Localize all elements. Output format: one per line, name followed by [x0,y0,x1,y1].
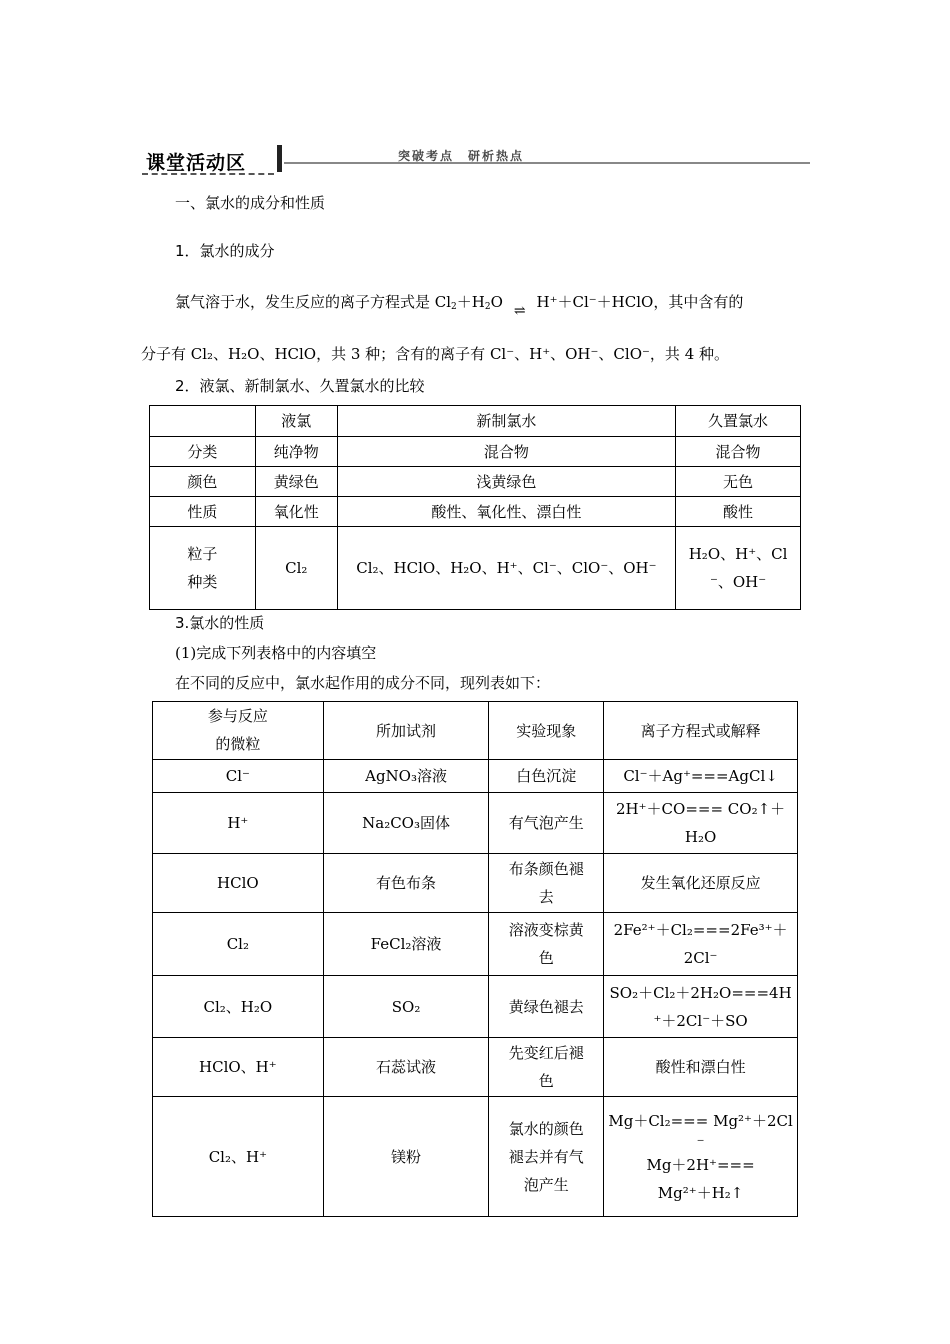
table-cell: 氧化性 [255,497,337,527]
banner-dashed-underline [142,173,274,175]
cell-line: 布条颜色褪 [508,860,584,878]
table-header-fresh: 新制氯水 [337,406,675,437]
cell-line: ⁺＋2Cl⁻＋SO [653,1011,748,1030]
table-cell: Cl₂、H⁺ [153,1097,324,1217]
table-row [153,1038,798,1097]
cell-line: 褪去并有气 [508,1147,584,1166]
table-cell: 酸性和漂白性 [604,1038,798,1097]
instruction-line: (1)完成下列表格中的内容填空 [175,644,377,662]
table-row [150,467,801,497]
table-cell: Na₂CO₃固体 [323,793,489,854]
table-cell: 混合物 [676,437,801,467]
table-cell: 无色 [676,467,801,497]
table-row [153,702,798,760]
reaction-text-start: 氯气溶于水，发生反应的离子方程式是 Cl [175,293,452,311]
table-row [153,854,798,913]
table-cell [489,1097,604,1217]
table-cell: 发生氧化还原反应 [604,854,798,913]
table-cell: FeCl₂溶液 [323,913,489,976]
section-banner-subtitle: 突破考点 研析热点 [398,149,525,163]
table-cell: Cl⁻＋Ag⁺===AgCl↓ [604,760,798,793]
cell-line: 参与反应 [207,707,268,725]
table-row [150,497,801,527]
banner-rule [284,162,810,164]
cell-line: 色 [538,1072,554,1090]
cell-line: 2Cl⁻ [683,949,718,967]
table-cell: HClO [153,854,324,913]
table-cell: 性质 [150,497,256,527]
cell-line: 泡产生 [523,1175,569,1194]
table-header-aged: 久置氯水 [676,406,801,437]
table-cell: 浅黄绿色 [337,467,675,497]
table-cell [150,527,256,610]
table-cell [489,854,604,913]
table-cell: Cl⁻ [153,760,324,793]
table-cell: 白色沉淀 [489,760,604,793]
table-cell: 黄绿色 [255,467,337,497]
table-header-phenomenon: 实验现象 [489,702,604,760]
table-cell: 有气泡产生 [489,793,604,854]
cell-line: 先变红后褪 [508,1044,584,1062]
table-cell: 有色布条 [323,854,489,913]
table-cell: 酸性、氧化性、漂白性 [337,497,675,527]
cell-line: Mg²⁺＋H₂↑ [657,1183,744,1202]
cell-line: Mg＋2H⁺=== [646,1155,755,1174]
banner-divider-bar [277,145,282,172]
section-banner-title: 课堂活动区 [146,152,247,174]
cell-line: 去 [538,888,554,906]
table-row [153,760,798,793]
cell-line: H₂O、H⁺、Cl [688,545,788,563]
intro-line: 在不同的反应中，氯水起作用的成分不同，现列表如下： [175,674,551,692]
paragraph-species: 分子有 Cl₂、H₂O、HClO，共 3 种；含有的离子有 Cl⁻、H⁺、OH⁻、ClO⁻，共 4 种。 [141,345,730,363]
cell-line: 的微粒 [215,735,261,753]
table-row [150,437,801,467]
table-cell [153,702,324,760]
section-heading-1: 一、氯水的成分和性质 [175,194,326,212]
cell-line: ⁻ [696,1133,705,1152]
table-cell: 酸性 [676,497,801,527]
table-cell [604,1097,798,1217]
table-cell: H⁺ [153,793,324,854]
table-cell [604,976,798,1038]
cell-line: 溶液变棕黄 [508,921,584,939]
table-row [153,793,798,854]
table-cell: 石蕊试液 [323,1038,489,1097]
table-cell: 颜色 [150,467,256,497]
table-header-equation: 离子方程式或解释 [604,702,798,760]
table-cell: Cl₂ [153,913,324,976]
table-cell: AgNO₃溶液 [323,760,489,793]
table-cell: Cl₂、HClO、H₂O、H⁺、Cl⁻、ClO⁻、OH⁻ [337,527,675,610]
table-row [153,976,798,1038]
cell-line: H₂O [684,828,717,846]
cell-line: 2H⁺＋CO=== CO₂↑＋ [616,800,786,818]
table-cell [150,406,256,437]
cell-line: Mg＋Cl₂=== Mg²⁺＋2Cl [608,1111,793,1130]
property-table [152,701,798,1217]
paragraph-reaction: 氯气溶于水，发生反应的离子方程式是 $Cl_2+H_2O$ ⇌ H⁺＋Cl⁻＋HClO，其中含有的 [175,293,744,319]
table-cell: 分类 [150,437,256,467]
table-cell [489,1038,604,1097]
table-row [150,406,801,437]
table-cell [604,913,798,976]
table-row [153,1097,798,1217]
table-header-reagent: 所加试剂 [323,702,489,760]
cell-line: 粒子 [187,545,218,563]
cell-line: SO₂＋Cl₂＋2H₂O===4H [609,983,792,1002]
cell-line: 色 [538,949,554,967]
table-cell: Cl₂、H₂O [153,976,324,1038]
cell-line: 种类 [187,573,218,591]
reaction-eq-mid: ＋H [456,293,485,311]
table-cell: SO₂ [323,976,489,1038]
table-cell: HClO、H⁺ [153,1038,324,1097]
table-row [153,913,798,976]
table-cell: 黄绿色褪去 [489,976,604,1038]
table-cell [676,527,801,610]
cell-line: 2Fe²⁺＋Cl₂===2Fe³⁺＋ [613,921,788,939]
cell-line: 氯水的颜色 [508,1119,584,1138]
table-cell: Cl₂ [255,527,337,610]
table-cell: 混合物 [337,437,675,467]
equilibrium-arrow: ⇌ [513,303,526,319]
table-header-liquid: 液氯 [255,406,337,437]
table-cell [604,793,798,854]
subheading-composition: 1．氯水的成分 [175,242,275,260]
reaction-eq-left-end: O [490,293,503,311]
cell-line: ⁻、OH⁻ [709,573,767,591]
subheading-comparison: 2．液氯、新制氯水、久置氯水的比较 [175,377,425,395]
comparison-table [149,405,801,610]
reaction-eq-right: H⁺＋Cl⁻＋HClO，其中含有的 [536,293,744,311]
table-row [150,527,801,610]
table-cell: 纯净物 [255,437,337,467]
table-cell: 镁粉 [323,1097,489,1217]
subheading-properties: 3.氯水的性质 [175,614,265,632]
table-cell [489,913,604,976]
